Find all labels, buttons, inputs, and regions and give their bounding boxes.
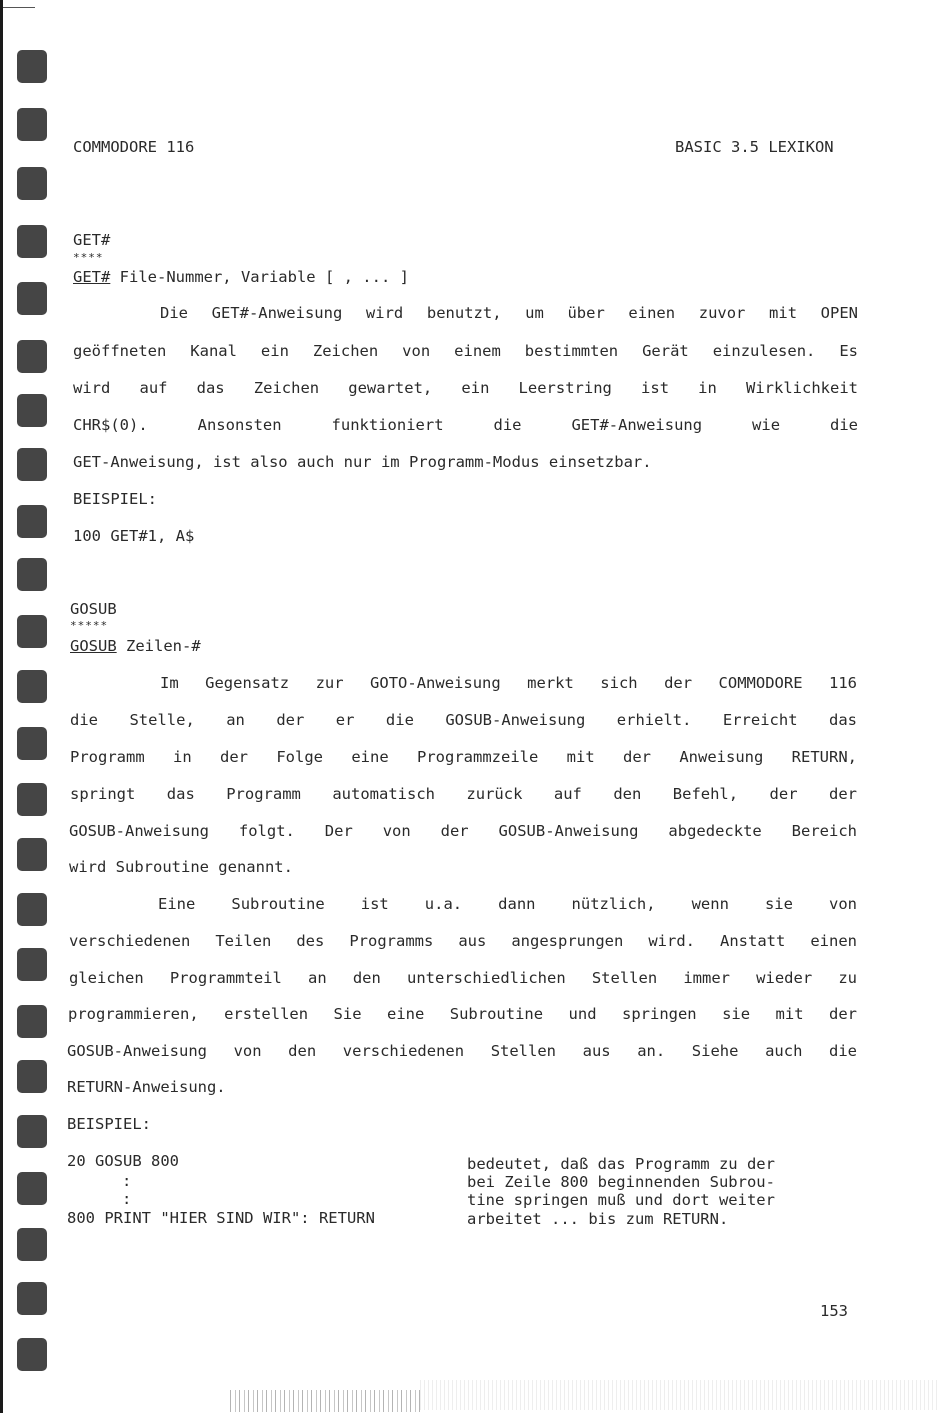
get-example-label: BEISPIEL: [73, 490, 157, 508]
explanation-line: bedeutet, daß das Programm zu der [467, 1155, 775, 1173]
paragraph-line: springt das Programm automatisch zurück auf den Befehl, der der [70, 785, 857, 803]
punch-hole [17, 1228, 47, 1261]
punch-hole [17, 1060, 47, 1093]
gosub-example-label: BEISPIEL: [67, 1115, 151, 1133]
paragraph-line: RETURN-Anweisung. [67, 1078, 226, 1096]
get-syntax [73, 268, 409, 286]
paragraph-line: verschiedenen Teilen des Programms aus angesprungen wird. Anstatt einen [69, 932, 857, 950]
punch-hole [17, 1338, 47, 1371]
punch-hole [17, 558, 47, 591]
punch-hole [17, 727, 47, 760]
punch-hole [17, 340, 47, 373]
paragraph-line: Eine Subroutine ist u.a. dann nützlich, wenn sie von [158, 895, 857, 913]
scan-artifact [230, 1390, 420, 1412]
paragraph-line: Im Gegensatz zur GOTO-Anweisung merkt sich der COMMODORE 116 [160, 674, 857, 692]
punch-hole [17, 670, 47, 703]
punch-hole [17, 838, 47, 871]
punch-hole [17, 505, 47, 538]
explanation-line: bei Zeile 800 beginnenden Subrou- [467, 1173, 775, 1191]
code-line: : [122, 1172, 132, 1190]
punch-hole [17, 50, 47, 83]
header-right: BASIC 3.5 LEXIKON [675, 138, 834, 156]
punch-hole [17, 783, 47, 816]
paragraph-line: wird auf das Zeichen gewartet, ein Leerstring ist in Wirklichkeit [73, 379, 858, 397]
explanation-line: tine springen muß und dort weiter [467, 1191, 775, 1209]
code-line: 20 GOSUB 800 [67, 1152, 179, 1170]
paragraph-line: Programm in der Folge eine Programmzeile mit der Anweisung RETURN, [70, 748, 857, 766]
scan-artifact [420, 1380, 940, 1410]
get-syntax-keyword: GET# [73, 268, 111, 286]
punch-hole [17, 1282, 47, 1315]
gosub-syntax [70, 637, 201, 655]
explanation-line: arbeitet ... bis zum RETURN. [467, 1210, 729, 1228]
margin-tick [3, 7, 35, 8]
code-line: 800 PRINT "HIER SIND WIR": RETURN [67, 1209, 375, 1227]
paragraph-line: wird Subroutine genannt. [69, 858, 293, 876]
gosub-stars: ***** [70, 619, 109, 632]
gosub-syntax-params: Zeilen-# [116, 637, 201, 655]
get-example-code: 100 GET#1, A$ [73, 527, 195, 545]
paragraph-line: GET-Anweisung, ist also auch nur im Programm-Modus einsetzbar. [73, 453, 652, 471]
get-title: GET# [73, 231, 111, 249]
header-left: COMMODORE 116 [73, 138, 195, 156]
paragraph-line: gleichen Programmteil an den unterschiedlichen Stellen immer wieder zu [69, 969, 857, 987]
page-number: 153 [820, 1302, 848, 1320]
paragraph-line: GOSUB-Anweisung von den verschiedenen Stellen aus an. Siehe auch die [67, 1042, 857, 1060]
punch-hole [17, 1005, 47, 1038]
punch-hole [17, 1172, 47, 1205]
punch-hole [17, 167, 47, 200]
get-stars: **** [73, 251, 104, 264]
paragraph-line: die Stelle, an der er die GOSUB-Anweisung erhielt. Erreicht das [70, 711, 857, 729]
punch-hole [17, 394, 47, 427]
punch-hole [17, 1115, 47, 1148]
punch-hole [17, 225, 47, 258]
paragraph-line: CHR$(0). Ansonsten funktioniert die GET#-Anweisung wie die [73, 416, 858, 434]
punch-hole [17, 615, 47, 648]
paragraph-line: Die GET#-Anweisung wird benutzt, um über einen zuvor mit OPEN [160, 304, 858, 322]
paragraph-line: GOSUB-Anweisung folgt. Der von der GOSUB-Anweisung abgedeckte Bereich [69, 822, 857, 840]
get-syntax-params: File-Nummer, Variable [ , ... ] [110, 268, 409, 286]
gosub-title: GOSUB [70, 600, 117, 618]
punch-hole [17, 108, 47, 141]
punch-hole [17, 282, 47, 315]
gosub-syntax-keyword: GOSUB [70, 637, 117, 655]
paragraph-line: geöffneten Kanal ein Zeichen von einem bestimmten Gerät einzulesen. Es [73, 342, 858, 360]
punch-hole [17, 948, 47, 981]
punch-hole [17, 448, 47, 481]
code-line: : [122, 1190, 132, 1208]
punch-hole [17, 893, 47, 926]
paragraph-line: programmieren, erstellen Sie eine Subroutine und springen sie mit der [68, 1005, 857, 1023]
left-margin-line [0, 0, 3, 1413]
